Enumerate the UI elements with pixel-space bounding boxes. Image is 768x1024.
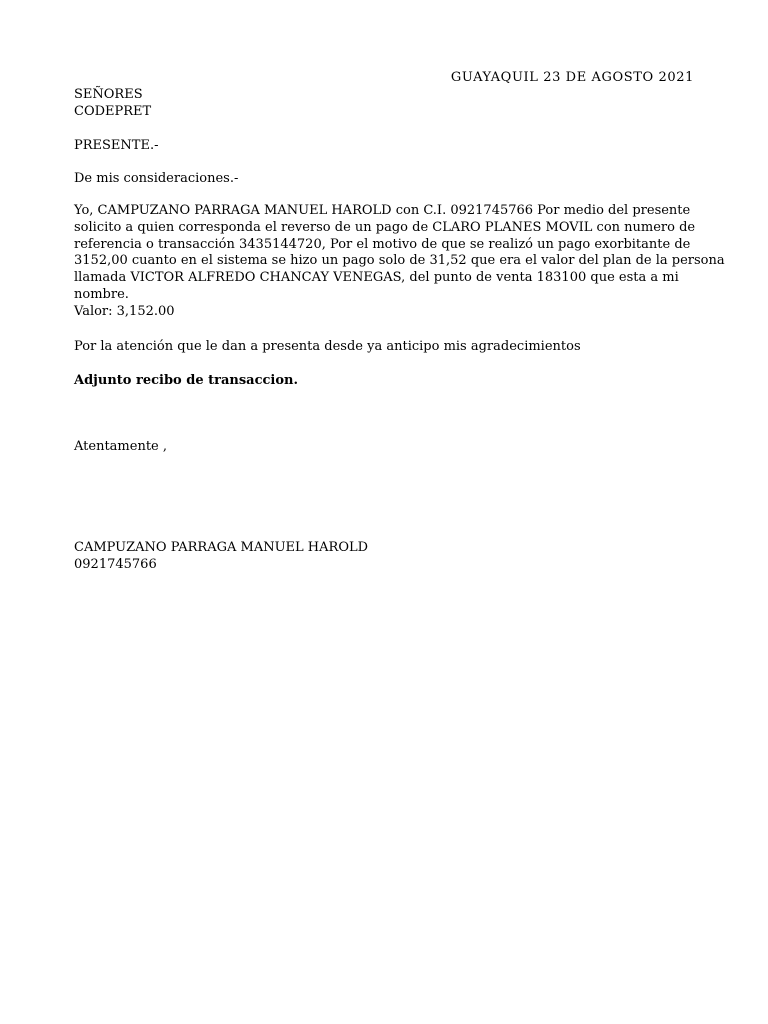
- body-line: llamada VICTOR ALFREDO CHANCAY VENEGAS, del punto de venta 183100 que esta a mi: [74, 270, 679, 286]
- value-line: Valor: 3,152.00: [74, 303, 175, 319]
- body-line: Yo, CAMPUZANO PARRAGA MANUEL HAROLD con C.I. 0921745766 Por medio del presente: [74, 203, 691, 218]
- signature-name: CAMPUZANO PARRAGA MANUEL HAROLD: [74, 540, 369, 555]
- signature-id: 0921745766: [74, 557, 157, 572]
- body-line: solicito a quien corresponda el reverso de un pago de CLARO PLANES MOVIL con numero de: [74, 219, 696, 235]
- closing-line: Atentamente ,: [74, 439, 167, 454]
- recipient-line-2: CODEPRET: [74, 104, 152, 119]
- presente-line: PRESENTE.-: [74, 138, 159, 153]
- greeting-line: De mis consideraciones.-: [74, 171, 239, 186]
- body-line: nombre.: [74, 286, 129, 302]
- body-paragraph: [74, 203, 725, 321]
- body-line: 3152,00 cuanto en el sistema se hizo un pago solo de 31,52 que era el valor del plan de la persona: [74, 253, 725, 269]
- body-line: referencia o transacción 3435144720, Por el motivo de que se realizó un pago exorbitante de: [74, 236, 691, 252]
- recipient-line-1: SEÑORES: [74, 87, 143, 102]
- letter-date: GUAYAQUIL 23 DE AGOSTO 2021: [450, 70, 694, 85]
- thanks-line: Por la atención que le dan a presenta desde ya anticipo mis agradecimientos: [74, 339, 581, 354]
- attachment-line: Adjunto recibo de transaccion.: [74, 373, 299, 388]
